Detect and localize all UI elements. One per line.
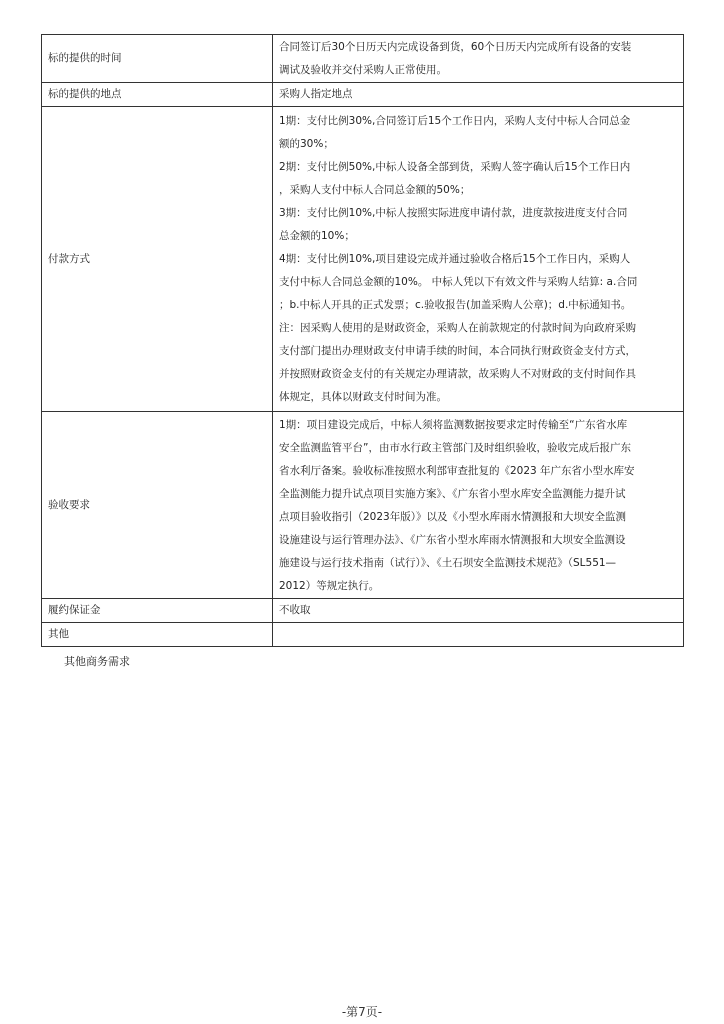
section-heading: 其他商务需求 xyxy=(64,655,130,668)
value-line: 支付部门提出办理财政支付申请手续的时间，本合同执行财政资金支付方式， xyxy=(279,345,636,357)
table-row xyxy=(42,107,684,412)
value-line: 体规定，具体以财政支付时间为准。 xyxy=(279,391,447,403)
page-number: -第7页- xyxy=(341,1005,383,1019)
value-line: 额的30%； xyxy=(279,138,334,150)
table-row xyxy=(42,83,684,107)
value-line: 1期：支付比例30%,合同签订后15个工作日内，采购人支付中标人合同总金 xyxy=(279,115,631,127)
table-row xyxy=(42,412,684,599)
row-value xyxy=(273,107,684,412)
row-value xyxy=(273,83,684,107)
value-line: 调试及验收并交付采购人正常使用。 xyxy=(279,63,447,76)
row-value xyxy=(273,35,684,83)
row-label: 验收要求 xyxy=(42,412,273,599)
row-value xyxy=(273,412,684,599)
value-line: 设施建设与运行管理办法》、《广东省小型水库雨水情测报和大坝安全监测设 xyxy=(279,533,626,546)
value-line: 省水利厅备案。验收标准按照水利部审查批复的《2023 年广东省小型水库安 xyxy=(279,464,635,477)
row-label: 其他 xyxy=(42,623,273,647)
row-label: 标的提供的地点 xyxy=(42,83,273,107)
value-line: ，采购人支付中标人合同总金额的50%； xyxy=(279,184,471,196)
row-label: 付款方式 xyxy=(42,107,273,412)
table-row xyxy=(42,623,684,647)
table-row xyxy=(42,599,684,623)
row-value xyxy=(273,599,684,623)
row-value xyxy=(273,623,684,647)
value-line: ；b.中标人开具的正式发票；c.验收报告(加盖采购人公章)；d.中标通知书。 xyxy=(279,299,632,311)
value-line: 3期：支付比例10%,中标人按照实际进度申请付款，进度款按进度支付合同 xyxy=(279,207,628,219)
value-line: 施建设与运行技术指南（试行）》、《土石坝安全监测技术规范》（SL551— xyxy=(279,556,617,569)
value-line: 总金额的10%； xyxy=(279,230,355,242)
value-line: 注：因采购人使用的是财政资金，采购人在前款规定的付款时间为向政府采购 xyxy=(279,322,636,334)
row-label: 标的提供的时间 xyxy=(42,35,273,83)
value-line: 支付中标人合同总金额的10%。 中标人凭以下有效文件与采购人结算: a.合同 xyxy=(279,276,638,288)
value-line: 采购人指定地点 xyxy=(279,88,353,100)
value-line: 2012）等规定执行。 xyxy=(279,579,380,592)
value-line: 不收取 xyxy=(279,604,311,616)
value-line: 1期：项目建设完成后，中标人须将监测数据按要求定时传输至“广东省水库 xyxy=(279,418,628,431)
value-line: 合同签订后30个日历天内完成设备到货，60个日历天内完成所有设备的安装 xyxy=(279,40,632,53)
row-label: 履约保证金 xyxy=(42,599,273,623)
value-line: 点项目验收指引（2023年版）》以及《小型水库雨水情测报和大坝安全监测 xyxy=(279,510,626,523)
value-line: 2期：支付比例50%,中标人设备全部到货，采购人签字确认后15个工作日内 xyxy=(279,161,631,173)
value-line: 4期：支付比例10%,项目建设完成并通过验收合格后15个工作日内，采购人 xyxy=(279,253,631,265)
business-terms-table xyxy=(41,34,684,647)
value-line: 全监测能力提升试点项目实施方案》、《广东省小型水库安全监测能力提升试 xyxy=(279,487,626,500)
table-row xyxy=(42,35,684,83)
value-line: 并按照财政资金支付的有关规定办理请款，故采购人不对财政的支付时间作具 xyxy=(279,368,636,380)
value-line: 安全监测监管平台”，由市水行政主管部门及时组织验收，验收完成后报广东 xyxy=(279,441,631,454)
